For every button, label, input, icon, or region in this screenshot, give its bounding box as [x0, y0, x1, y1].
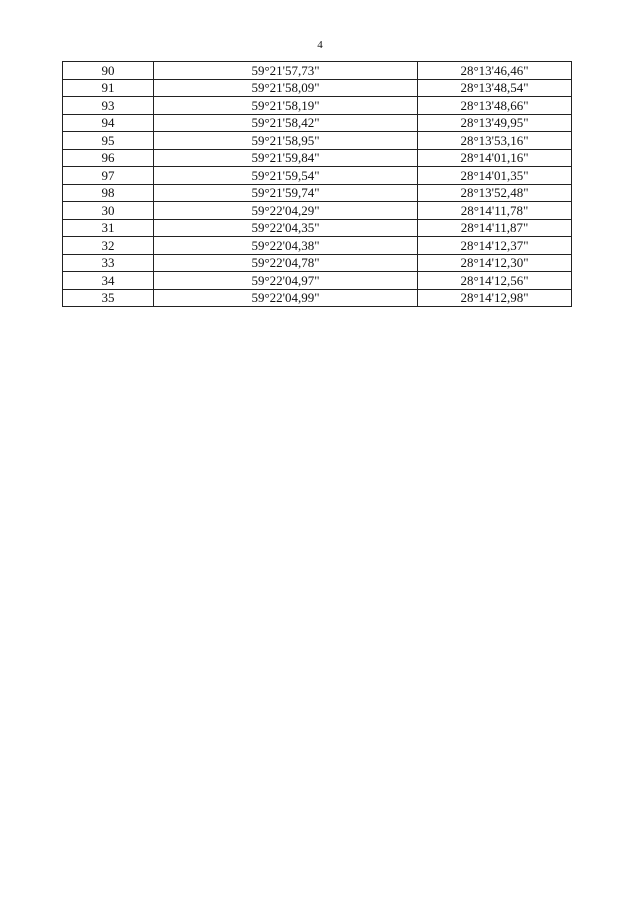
- point-number-cell: 95: [63, 132, 154, 150]
- point-number-cell: 97: [63, 167, 154, 185]
- point-number-cell: 96: [63, 149, 154, 167]
- latitude-cell: 59°21'59,74": [154, 184, 418, 202]
- point-number-cell: 94: [63, 114, 154, 132]
- longitude-cell: 28°13'49,95": [418, 114, 572, 132]
- table-row: [63, 79, 572, 97]
- latitude-cell: 59°21'58,19": [154, 97, 418, 115]
- longitude-cell: 28°13'48,54": [418, 79, 572, 97]
- table-row: [63, 97, 572, 115]
- point-number-cell: 90: [63, 62, 154, 80]
- longitude-cell: 28°13'48,66": [418, 97, 572, 115]
- longitude-cell: 28°14'01,35": [418, 167, 572, 185]
- latitude-cell: 59°22'04,78": [154, 254, 418, 272]
- latitude-cell: 59°22'04,38": [154, 237, 418, 255]
- longitude-cell: 28°14'11,87": [418, 219, 572, 237]
- point-number-cell: 35: [63, 289, 154, 307]
- table-row: [63, 202, 572, 220]
- latitude-cell: 59°22'04,97": [154, 272, 418, 290]
- longitude-cell: 28°14'12,37": [418, 237, 572, 255]
- latitude-cell: 59°22'04,99": [154, 289, 418, 307]
- point-number-cell: 93: [63, 97, 154, 115]
- latitude-cell: 59°21'57,73": [154, 62, 418, 80]
- page-number: 4: [317, 39, 323, 51]
- longitude-cell: 28°14'11,78": [418, 202, 572, 220]
- longitude-cell: 28°13'46,46": [418, 62, 572, 80]
- longitude-cell: 28°14'01,16": [418, 149, 572, 167]
- coordinates-table-body: [63, 62, 572, 307]
- latitude-cell: 59°22'04,35": [154, 219, 418, 237]
- point-number-cell: 33: [63, 254, 154, 272]
- point-number-cell: 31: [63, 219, 154, 237]
- table-row: [63, 132, 572, 150]
- longitude-cell: 28°13'53,16": [418, 132, 572, 150]
- point-number-cell: 32: [63, 237, 154, 255]
- table-row: [63, 167, 572, 185]
- table-row: [63, 289, 572, 307]
- table-row: [63, 254, 572, 272]
- table-row: [63, 272, 572, 290]
- longitude-cell: 28°14'12,30": [418, 254, 572, 272]
- latitude-cell: 59°21'58,95": [154, 132, 418, 150]
- table-row: [63, 184, 572, 202]
- table-row: [63, 114, 572, 132]
- longitude-cell: 28°13'52,48": [418, 184, 572, 202]
- longitude-cell: 28°14'12,98": [418, 289, 572, 307]
- table-row: [63, 62, 572, 80]
- latitude-cell: 59°21'59,84": [154, 149, 418, 167]
- coordinates-table: [62, 61, 572, 307]
- point-number-cell: 91: [63, 79, 154, 97]
- table-row: [63, 149, 572, 167]
- point-number-cell: 98: [63, 184, 154, 202]
- longitude-cell: 28°14'12,56": [418, 272, 572, 290]
- latitude-cell: 59°22'04,29": [154, 202, 418, 220]
- latitude-cell: 59°21'58,42": [154, 114, 418, 132]
- table-row: [63, 219, 572, 237]
- table-row: [63, 237, 572, 255]
- point-number-cell: 34: [63, 272, 154, 290]
- latitude-cell: 59°21'59,54": [154, 167, 418, 185]
- point-number-cell: 30: [63, 202, 154, 220]
- latitude-cell: 59°21'58,09": [154, 79, 418, 97]
